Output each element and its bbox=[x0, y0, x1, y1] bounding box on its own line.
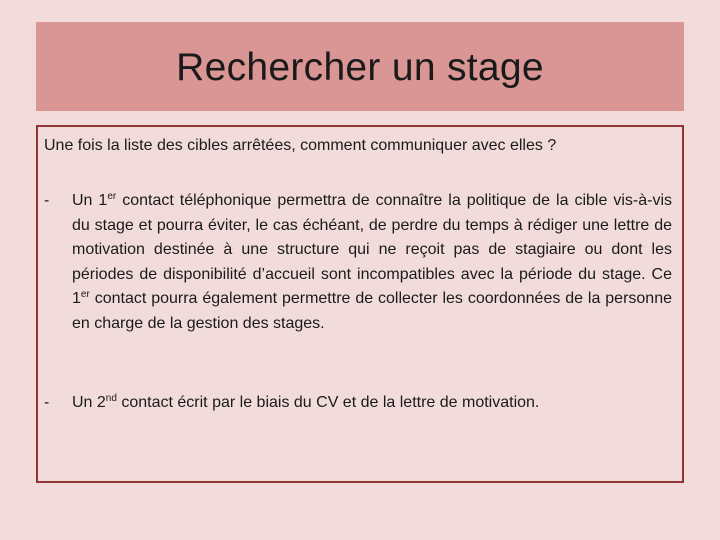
intro-question: Une fois la liste des cibles arrêtées, comment communiquer avec elles ? bbox=[44, 137, 557, 154]
slide-title: Rechercher un stage bbox=[176, 45, 544, 89]
bullet-text-part: Un 1 bbox=[72, 192, 108, 209]
bullet-marker: - bbox=[44, 394, 50, 411]
ordinal-superscript: er bbox=[80, 289, 90, 300]
title-bar bbox=[36, 22, 684, 111]
bullet-text-part: contact écrit par le biais du CV et de la lettre de motivation. bbox=[116, 394, 540, 411]
bullet-marker: - bbox=[44, 192, 50, 209]
content-box bbox=[36, 125, 684, 483]
bullet-text-part: contact téléphonique permettra de connaître la politique de la cible vis-à-vis du stage et pourra éviter, le cas échéant, de perdre du temps à rédiger une lettre de motivation destinée à une structure qui ne reçoit pas de stagiaire ou dont les périodes de disponibilité d’accueil sont incompatibles avec la période du stage. Ce 1 bbox=[72, 192, 672, 307]
bullet-text bbox=[72, 391, 672, 416]
bullet-text-part: Un 2 bbox=[72, 394, 106, 411]
ordinal-superscript: nd bbox=[105, 393, 117, 404]
bullet-text bbox=[72, 189, 672, 336]
bullet-text-part: contact pourra également permettre de collecter les coordonnées de la personne en charge de la gestion des stages. bbox=[72, 290, 672, 332]
bullet-item-phone-contact bbox=[44, 189, 672, 336]
ordinal-superscript: er bbox=[107, 191, 117, 202]
bullet-item-written-contact bbox=[44, 391, 672, 416]
